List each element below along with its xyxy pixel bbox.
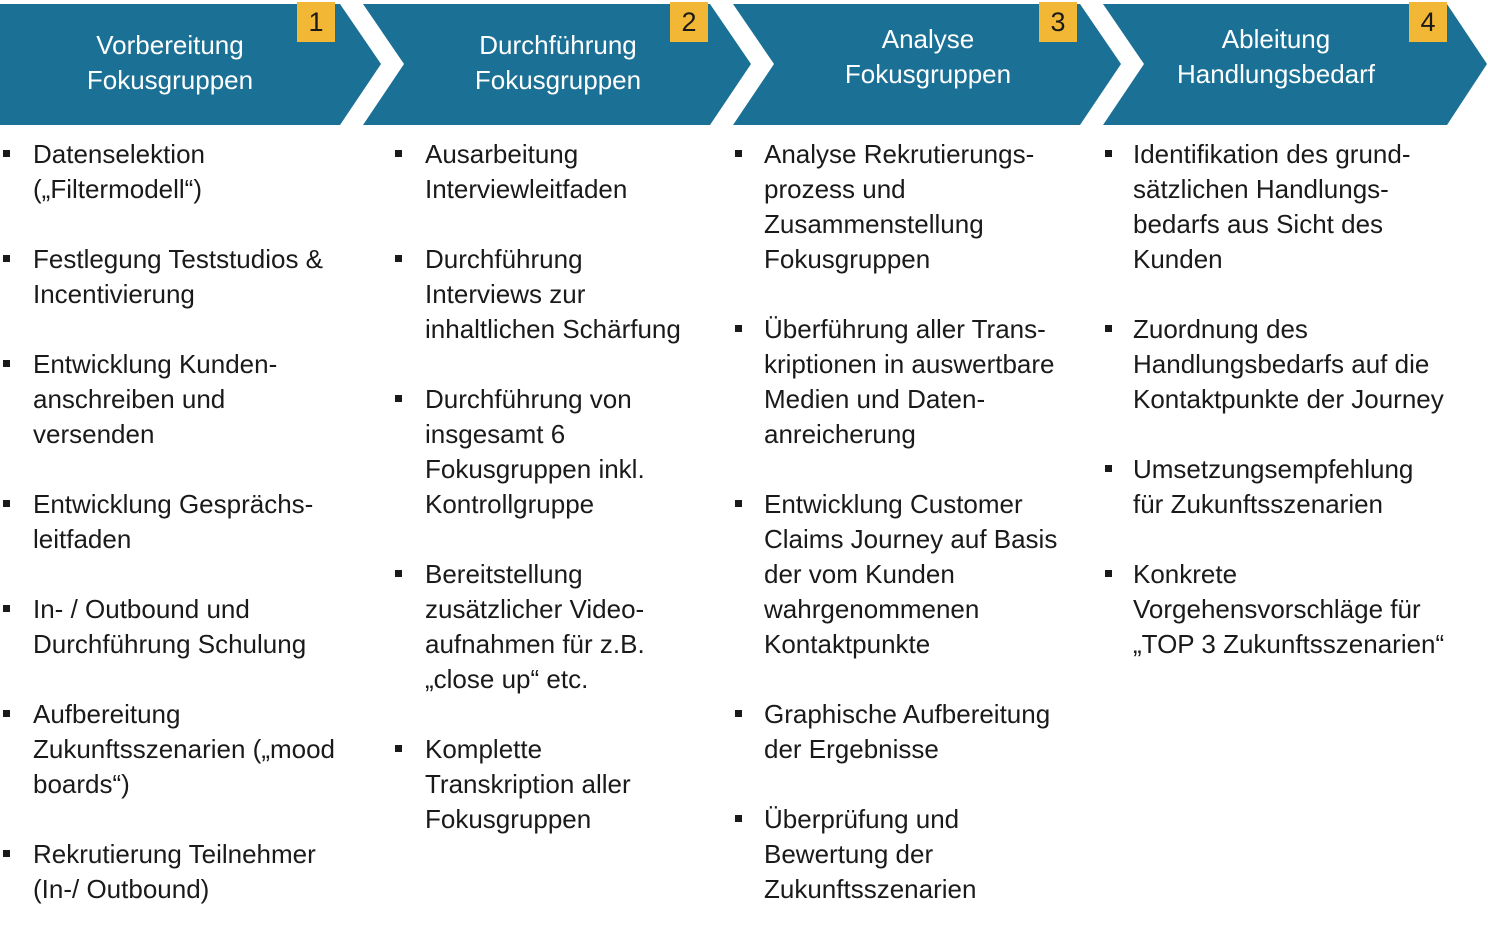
list-item [731,137,1101,277]
list-item-text: Entwicklung Gesprächs- leitfaden [33,489,314,554]
list-item [0,242,380,312]
list-item [0,837,380,907]
bullet-icon [735,150,742,157]
list-item-text: Überführung aller Trans- kriptionen in auswertbare Medien und Daten- anreicherung [764,314,1055,449]
step-4-title: Ableitung Handlungsbedarf [1176,23,1376,89]
bullet-icon [735,815,742,822]
list-item [392,732,727,837]
step-1-title: Vorbereitung Fokusgruppen [86,29,254,95]
list-item-text: Festlegung Teststudios & Incentivierung [33,244,324,309]
list-item [731,312,1101,452]
list-item [392,557,727,697]
step-3-title: Analyse Fokusgruppen [844,23,1012,89]
bullet-icon [3,850,10,857]
bullet-icon [395,745,402,752]
bullet-icon [1105,150,1112,157]
step-2-title: Durchführung Fokusgruppen [474,29,642,95]
list-item [731,697,1101,767]
list-item-text: Durchführung von insgesamt 6 Fokusgruppen inkl. Kontrollgruppe [425,384,645,519]
list-item [0,347,380,452]
list-item-text: Identifikation des grund- sätzlichen Handlungs- bedarfs aus Sicht des Kunden [1133,139,1411,274]
bullet-icon [395,570,402,577]
step-1-task-list [0,137,380,942]
bullet-icon [1105,325,1112,332]
list-item [0,592,380,662]
bullet-icon [3,500,10,507]
bullet-icon [1105,570,1112,577]
list-item-text: Komplette Transkription aller Fokusgruppen [425,734,631,834]
list-item-text: Aufbereitung Zukunftsszenarien („mood boards“) [33,699,336,799]
step-3-number-badge: 3 [1039,2,1077,42]
list-item [1101,137,1487,277]
bullet-icon [3,710,10,717]
list-item-text: Ausarbeitung Interviewleitfaden [425,139,628,204]
step-1-number-badge: 1 [297,2,335,42]
list-item [0,137,380,207]
list-item-text: Konkrete Vorgehensvorschläge für „TOP 3 Zukunftsszenarien“ [1133,559,1445,659]
list-item-text: Umsetzungsempfehlung für Zukunftsszenarien [1133,454,1414,519]
list-item [1101,557,1487,662]
step-4-number-badge: 4 [1409,2,1447,42]
bullet-icon [735,325,742,332]
list-item [1101,312,1487,417]
bullet-icon [1105,465,1112,472]
bullet-icon [3,150,10,157]
bullet-icon [3,605,10,612]
list-item [392,242,727,347]
list-item [392,137,727,207]
bullet-icon [395,255,402,262]
list-item [0,697,380,802]
list-item-text: Bereitstellung zusätzlicher Video- aufnahmen für z.B. „close up“ etc. [425,559,645,694]
bullet-icon [735,500,742,507]
list-item-text: Durchführung Interviews zur inhaltlichen Schärfung [425,244,681,344]
list-item-text: Graphische Aufbereitung der Ergebnisse [764,699,1051,764]
list-item-text: Entwicklung Customer Claims Journey auf Basis der vom Kunden wahrgenommenen Kontaktpunkte [764,489,1058,659]
step-3-task-list [731,137,1101,942]
list-item-text: Datenselektion („Filtermodell“) [33,139,205,204]
list-item [731,802,1101,907]
bullet-icon [3,255,10,262]
step-2-number-badge: 2 [670,2,708,42]
list-item [392,382,727,522]
bullet-icon [395,150,402,157]
bullet-icon [395,395,402,402]
step-4-task-list [1101,137,1487,697]
step-2-task-list [392,137,727,872]
list-item [0,487,380,557]
list-item [1101,452,1487,522]
list-item-text: Überprüfung und Bewertung der Zukunftsszenarien [764,804,977,904]
list-item-text: Entwicklung Kunden- anschreiben und versenden [33,349,278,449]
bullet-icon [3,360,10,367]
list-item-text: In- / Outbound und Durchführung Schulung [33,594,307,659]
list-item-text: Rekrutierung Teilnehmer (In-/ Outbound) [33,839,316,904]
list-item [731,487,1101,662]
list-item-text: Zuordnung des Handlungsbedarfs auf die Kontaktpunkte der Journey [1133,314,1444,414]
bullet-icon [735,710,742,717]
list-item-text: Analyse Rekrutierungs- prozess und Zusammenstellung Fokusgruppen [764,139,1035,274]
